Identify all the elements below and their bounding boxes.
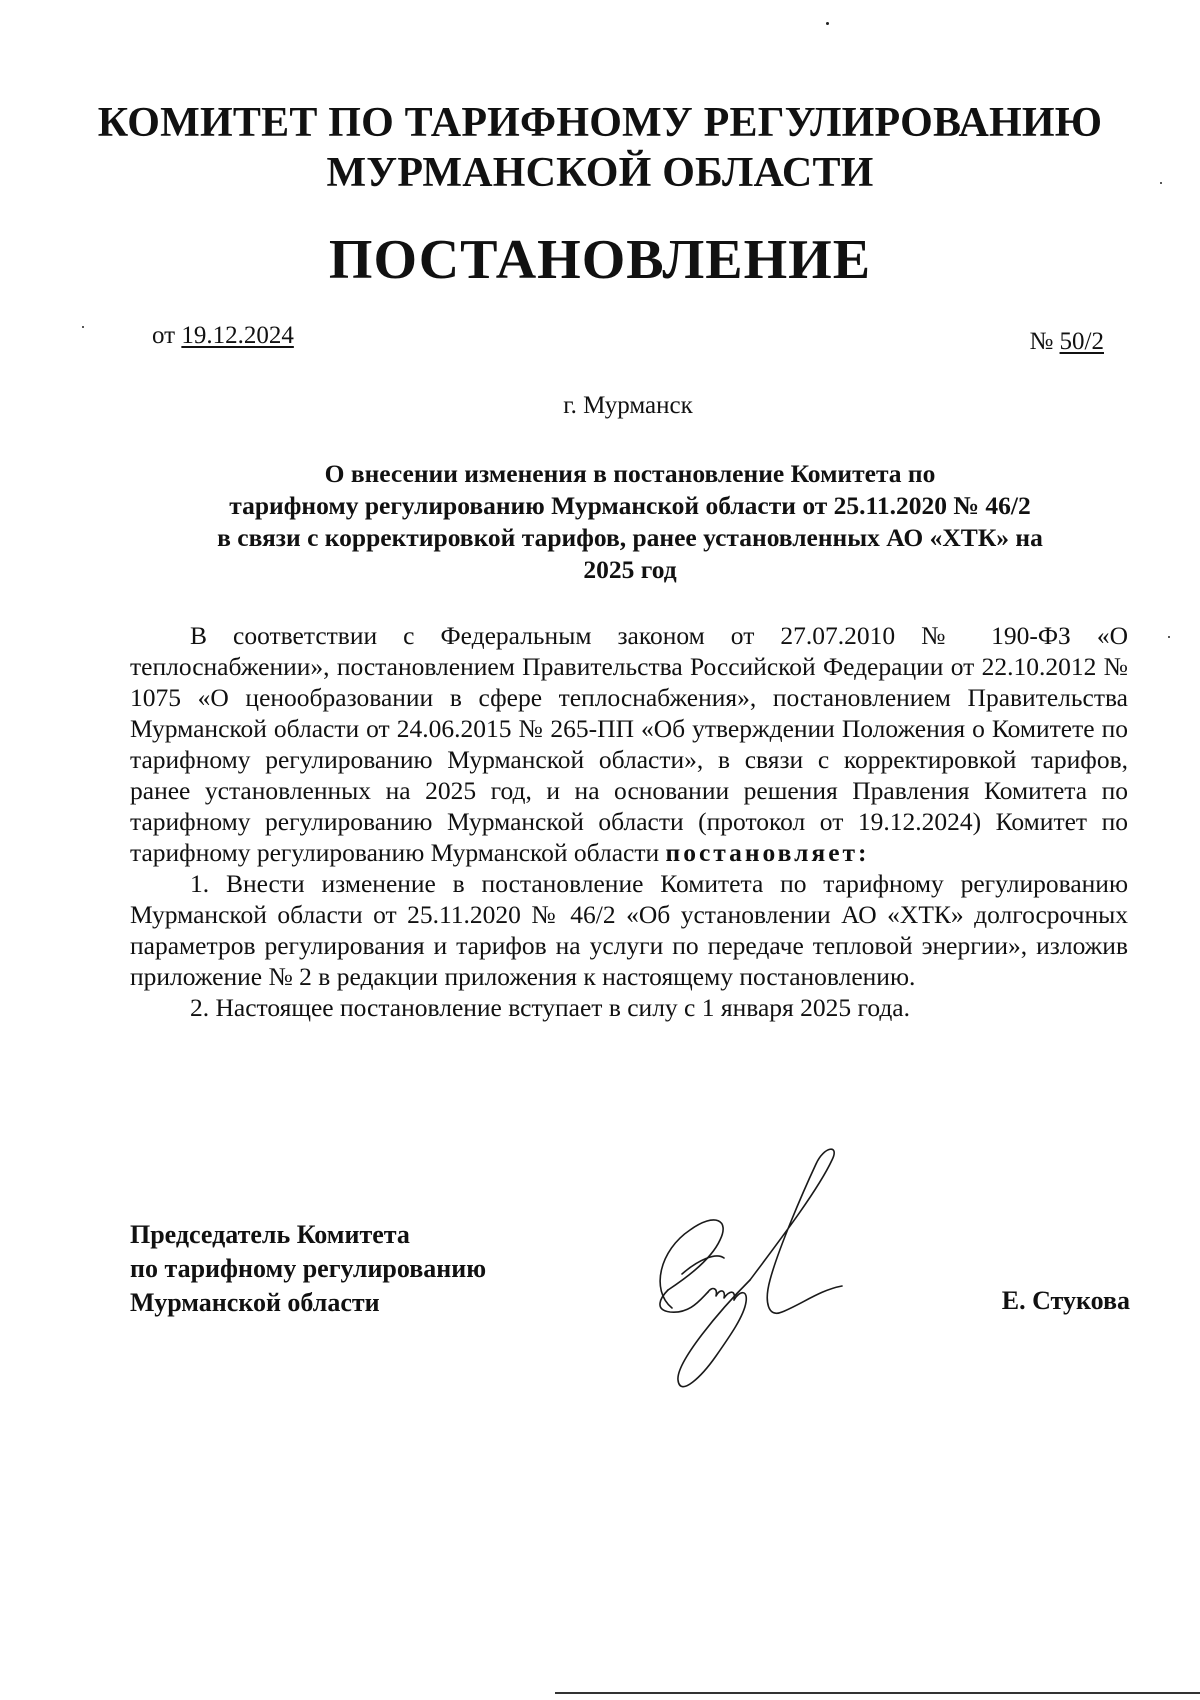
subject-line: в связи с корректировкой тарифов, ранее установленных АО «ХТК» на: [217, 523, 1043, 552]
handwritten-signature: [620, 1140, 900, 1400]
number-prefix: №: [1029, 328, 1054, 355]
subject-line: 2025 год: [583, 555, 677, 584]
document-subject: [130, 458, 1130, 586]
organization-title-line2: МУРМАНСКОЙ ОБЛАСТИ: [326, 150, 874, 196]
document-body: [130, 620, 1128, 1023]
preamble-text: В соответствии с Федеральным законом от 27.07.2010 № 190-ФЗ «О теплоснабжении», постановлением Правительства Российской Федерации от 22.10.2012 № 1075 «О ценообразовании в сфере теплоснабжения», постановлением Правительства Мурманской области от 24.06.2015 № 265-ПП «Об утверждении Положения о Комитете по тарифному регулированию Мурманской области», в связи с корректировкой тарифов, ранее установленных на 2025 год, и на основании решения Правления Комитета по тарифному регулированию Мурманской области (протокол от 19.12.2024) Комитет по тарифному регулированию Мурманской области: [130, 621, 1128, 867]
resolves-word: постановляет:: [665, 838, 870, 867]
signer-position-line3: Мурманской области: [130, 1288, 380, 1317]
scan-speck: [826, 22, 829, 25]
date-value: 19.12.2024: [181, 322, 294, 349]
item-2-paragraph: 2. Настоящее постановление вступает в силу с 1 января 2025 года.: [190, 993, 911, 1022]
signer-position-line1: Председатель Комитета: [130, 1220, 410, 1249]
scan-edge-line: [555, 1692, 1200, 1694]
scan-speck: [1168, 636, 1170, 638]
preamble-paragraph: [130, 620, 1128, 868]
signer-position-line2: по тарифному регулированию: [130, 1254, 487, 1283]
subject-line: тарифному регулированию Мурманской области от 25.11.2020 № 46/2: [229, 491, 1031, 520]
date-prefix: от: [152, 322, 176, 349]
issue-city: г. Мурманск: [563, 392, 693, 419]
document-number: [1029, 326, 1104, 358]
scan-speck: [1160, 182, 1162, 184]
scan-speck: [82, 326, 84, 328]
document-date: [152, 320, 294, 352]
organization-title-line1: КОМИТЕТ ПО ТАРИФНОМУ РЕГУЛИРОВАНИЮ: [97, 100, 1103, 146]
document-type-heading: ПОСТАНОВЛЕНИЕ: [328, 229, 872, 291]
number-value: 50/2: [1059, 328, 1104, 355]
organization-title: [0, 98, 1200, 198]
item-1-paragraph: 1. Внести изменение в постановление Комитета по тарифному регулированию Мурманской области от 25.11.2020 № 46/2 «Об установлении АО «ХТК» долгосрочных параметров регулирования и тарифов на услуги по передаче тепловой энергии», изложив приложение № 2 в редакции приложения к настоящему постановлению.: [130, 869, 1128, 991]
signer-name: Е. Стукова: [1001, 1286, 1130, 1315]
signer-position: [130, 1218, 630, 1320]
subject-line: О внесении изменения в постановление Комитета по: [324, 459, 936, 488]
